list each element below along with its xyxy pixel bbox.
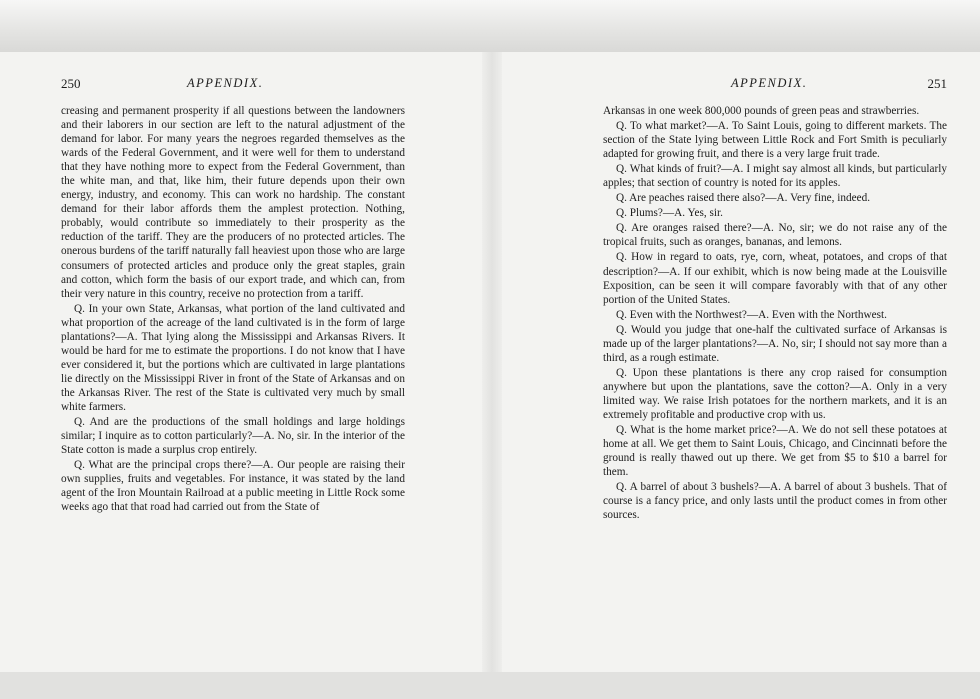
left-paragraph: Q. What are the principal crops there?—A. Our people are raising their own supplies, fruits and vegetables. For instance, it was stated by the land agent of the Iron Mountain Railroad at a public meeting in Little Rock some weeks ago that that road had carried out from the State of	[61, 459, 405, 514]
right-page	[603, 76, 947, 522]
book-gutter	[482, 52, 502, 672]
right-page-header	[603, 76, 947, 94]
right-paragraph: Q. A barrel of about 3 bushels?—A. A barrel of about 3 bushels. That of course is a fancy price, and only lasts until the product comes in from other sources.	[603, 481, 947, 522]
right-paragraph: Q. How in regard to oats, rye, corn, wheat, potatoes, and crops of that description?—A. If our exhibit, which is now being made at the Louisville Exposition, can be seen it will compare favorably with that of any other portion of the United States.	[603, 251, 947, 306]
right-running-head: APPENDIX.	[731, 76, 808, 90]
left-page-header	[61, 76, 405, 94]
right-paragraph: Q. Even with the Northwest?—A. Even with the Northwest.	[616, 308, 887, 321]
right-paragraph: Q. Upon these plantations is there any crop raised for consumption anywhere but upon the plantations, save the cotton?—A. Only in a very limited way. We raise Irish potatoes for the northern markets, and it is an extremely profitable and productive crop with us.	[603, 366, 947, 421]
left-page-number: 250	[61, 76, 81, 91]
right-page-number: 251	[927, 76, 947, 91]
right-paragraph: Q. What is the home market price?—A. We do not sell these potatoes at home at all. We get them to Saint Louis, Chicago, and Cincinnati before the ground is really thawed out up there. We get from $5 to $10 a barrel for them.	[603, 424, 947, 479]
right-paragraph: Q. Plums?—A. Yes, sir.	[616, 207, 723, 220]
scan-top-margin	[0, 0, 980, 52]
left-running-head: APPENDIX.	[187, 76, 264, 90]
left-paragraph: creasing and permanent prosperity if all questions between the landowners and their laborers in our section are left to the natural adjustment of the demand for labor. For many years the negroes regarded themselves as the wards of the Federal Government, and it were well for them to understand that they have nothing more to expect from the Federal Government, than the white man, and that, like him, their future depends upon their own energy, industry, and economy. This can work no hardship. The constant demand for their labor affords them the amplest protection. Nothing, probably, would contribute so immediately to their prosperity as the reduction of the tariff. They are the producers of no protected articles. The onerous burdens of the tariff naturally fall heaviest upon those who are large consumers of protected articles and produce only the great staples, grain and cotton, which form the basis of our export trade, and which can, from their very nature in this country, receive no protection from a tariff.	[61, 105, 405, 300]
right-paragraph: Q. To what market?—A. To Saint Louis, going to different markets. The section of the State lying between Little Rock and Fort Smith is peculiarly adapted for growing fruit, and there is a very large fruit trade.	[603, 120, 947, 161]
left-paragraph: Q. And are the productions of the small holdings and large holdings similar; I inquire as to cotton particularly?—A. No, sir. In the interior of the State cotton is made a surplus crop entirely.	[61, 416, 405, 457]
right-paragraph: Q. Would you judge that one-half the cultivated surface of Arkansas is made up of the larger plantations?—A. No, sir; I should not say more than a third, as a rough estimate.	[603, 323, 947, 364]
right-paragraph: Q. Are oranges raised there?—A. No, sir; we do not raise any of the tropical fruits, such as oranges, bananas, and lemons.	[603, 222, 947, 249]
right-paragraph: Arkansas in one week 800,000 pounds of green peas and strawberries.	[603, 105, 920, 117]
right-paragraph: Q. Are peaches raised there also?—A. Very fine, indeed.	[616, 192, 871, 205]
scan-bottom-margin	[0, 672, 980, 699]
left-page	[61, 76, 405, 514]
right-paragraph: Q. What kinds of fruit?—A. I might say almost all kinds, but particularly apples; that section of country is noted for its apples.	[603, 163, 947, 190]
left-paragraph: Q. In your own State, Arkansas, what portion of the land cultivated and what proportion of the acreage of the land cultivated is in the form of large plantations?—A. That lying along the Mississippi and Arkansas Rivers. It would be hard for me to estimate the proportions. I do not know that I have ever considered it, but the portions which are cultivated in large plantations lie directly on the Mississippi River in front of the State of Arkansas and on the Arkansas River. The rest of the State is cultivated very much by small white farmers.	[61, 302, 405, 413]
